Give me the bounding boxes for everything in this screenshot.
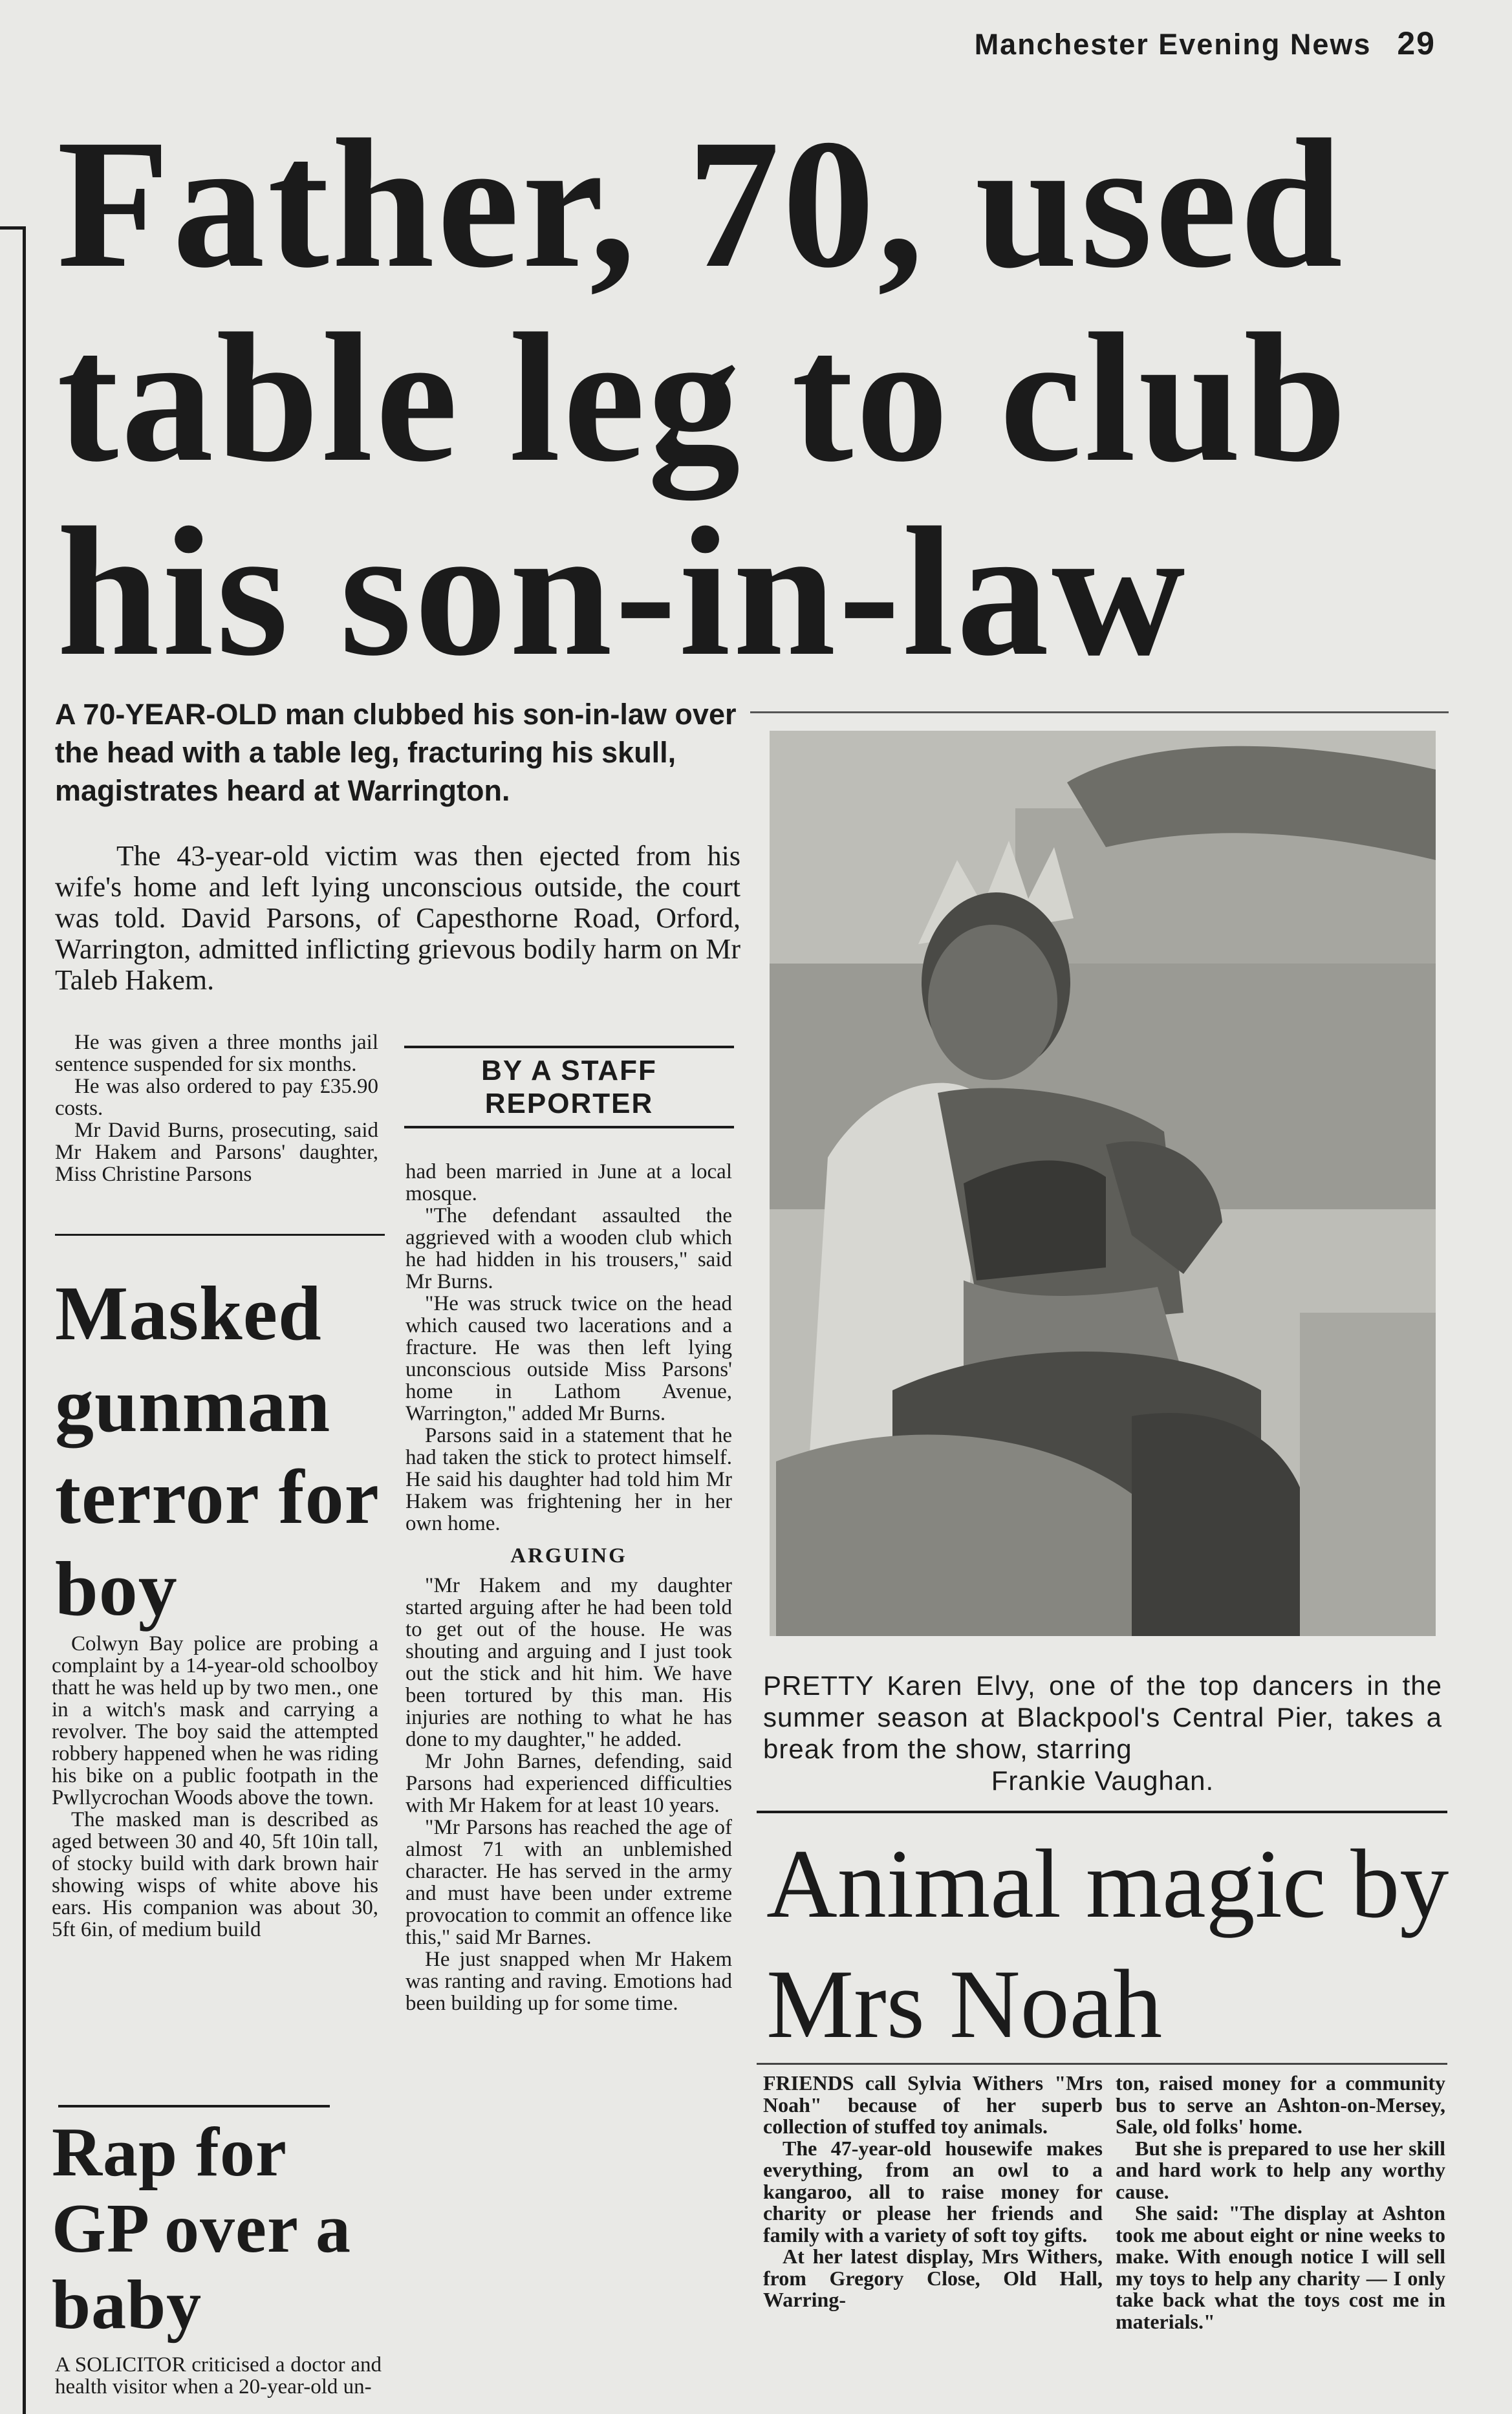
article-paragraph: But she is prepared to use her skill and hard work to help any worthy cause. <box>1116 2136 1445 2203</box>
story-headline-rap-for-gp: Rap for GP over a baby <box>52 2114 351 2344</box>
article-paragraph: He just snapped when Mr Hakem was ranting and raving. Emotions had been building up for some time. <box>405 1948 732 2015</box>
main-headline: Father, 70, used table leg to club his son-in-law <box>57 101 1350 694</box>
article-paragraph: At her latest display, Mrs Withers, from Gregory Close, Old Hall, Warring- <box>763 2245 1103 2311</box>
byline <box>404 1046 734 1128</box>
byline-line-2: REPORTER <box>484 1088 654 1119</box>
article-paragraph: The 47-year-old housewife makes everything, from an owl to a kangaroo, all to raise money for charity or please her friends and family with a variety of soft toy gifts. <box>763 2136 1103 2247</box>
article-column-2 <box>405 1161 732 2014</box>
dancer-photo <box>770 731 1436 1636</box>
page-number: 29 <box>1397 25 1436 61</box>
article-paragraph: Parsons said in a statement that he had taken the stick to protect himself. He said his daughter had told him Mr Hakem was frightening her in her own home. <box>405 1424 732 1535</box>
crosshead: ARGUING <box>510 1544 627 1568</box>
article-paragraph: The masked man is described as aged between 30 and 40, 5ft 10in tall, of stocky build with dark brown hair showing wisps of white above his ears. His companion was about 30, 5ft 6in, of medium build <box>52 1808 378 1941</box>
article-paragraph: "The defendant assaulted the aggrieved with a wooden club which he had hidden in his trousers," said Mr Burns. <box>405 1204 732 1293</box>
article-column-1 <box>55 1031 378 1185</box>
newspaper-name: Manchester Evening News <box>974 28 1372 61</box>
column-rule-corner <box>0 226 26 230</box>
masthead <box>944 25 1436 63</box>
story-body-masked-gunman <box>52 1633 378 1941</box>
section-divider <box>757 1811 1447 1813</box>
caption-text: PRETTY Karen Elvy, one of the top dancers in the summer season at Blackpool's Central Pier, takes a break from the show, starring <box>763 1670 1442 1764</box>
article-paragraph: Colwyn Bay police are probing a complaint by a 14-year-old schoolboy thatt he was held up by two men., one in a witch's mask and carrying a revolver. The boy said the attempted robbery happened when he was riding his bike on a public footpath in the Pwllycrochan Woods above the town. <box>52 1632 378 1809</box>
article-paragraph: She said: "The display at Ashton took me about eight or nine weeks to make. With enough notice I will sell my toys to help any charity — I only take back what the toys cost me in materials." <box>1116 2201 1445 2333</box>
dancer-photo-illustration <box>770 731 1436 1636</box>
section-divider <box>757 2063 1447 2065</box>
caption-end: Frankie Vaughan. <box>991 1765 1215 1796</box>
article-paragraph: "He was struck twice on the head which caused two lacerations and a fracture. He was then left lying unconscious outside Miss Parsons' home in Lathom Avenue, Warrington," added Mr Burns. <box>405 1292 732 1425</box>
story-body-animal-magic-col-2 <box>1116 2073 1445 2333</box>
story-headline-animal-magic: Animal magic by Mrs Noah <box>766 1829 1449 2058</box>
story-headline-masked-gunman: Masked gunman terror for boy <box>55 1270 378 1632</box>
article-paragraph: Mr David Burns, prosecuting, said Mr Hakem and Parsons' daughter, Miss Christine Parsons <box>55 1119 378 1186</box>
story-body-rap-for-gp <box>55 2354 382 2398</box>
article-paragraph: ton, raised money for a community bus to serve an Ashton-on-Mersey, Sale, old folks' home. <box>1116 2071 1445 2138</box>
standfirst: A 70-YEAR-OLD man clubbed his son-in-law over the head with a table leg, fracturing his skull, magistrates heard at Warrington. <box>55 698 737 807</box>
lead-paragraph <box>55 841 740 996</box>
column-rule <box>23 226 26 2414</box>
article-paragraph: "Mr Parsons has reached the age of almost 71 with an unblemished character. He has served in the army and must have been under extreme provocation to commit an offence like this," said Mr Barnes. <box>405 1816 732 1949</box>
section-divider <box>55 1234 385 1236</box>
article-paragraph: A SOLICITOR criticised a doctor and health visitor when a 20-year-old un- <box>55 2353 382 2398</box>
photo-caption <box>763 1670 1442 1796</box>
article-paragraph: had been married in June at a local mosque. <box>405 1160 732 1205</box>
byline-line-1: BY A STAFF <box>481 1055 657 1086</box>
article-paragraph: He was also ordered to pay £35.90 costs. <box>55 1075 378 1120</box>
story-body-animal-magic-col-1 <box>763 2073 1103 2311</box>
article-paragraph: He was given a three months jail sentence suspended for six months. <box>55 1031 378 1076</box>
article-paragraph: FRIENDS call Sylvia Withers "Mrs Noah" because of her superb collection of stuffed toy animals. <box>763 2071 1103 2138</box>
section-divider <box>58 2105 330 2107</box>
article-paragraph: Mr John Barnes, defending, said Parsons had experienced difficulties with Mr Hakem for at least 10 years. <box>405 1750 732 1817</box>
article-paragraph: "Mr Hakem and my daughter started arguing after he had been told to get out of the house. He was shouting and arguing and I just took out the stick and hit him. We have been tortured by this man. His injuries are nothing to what he has done to my daughter," he added. <box>405 1574 732 1751</box>
lead-text: The 43-year-old victim was then ejected from his wife's home and left lying unconscious outside, the court was told. David Parsons, of Capesthorne Road, Orford, Warrington, admitted inflicting grievous bodily harm on Mr Taleb Hakem. <box>55 840 740 996</box>
